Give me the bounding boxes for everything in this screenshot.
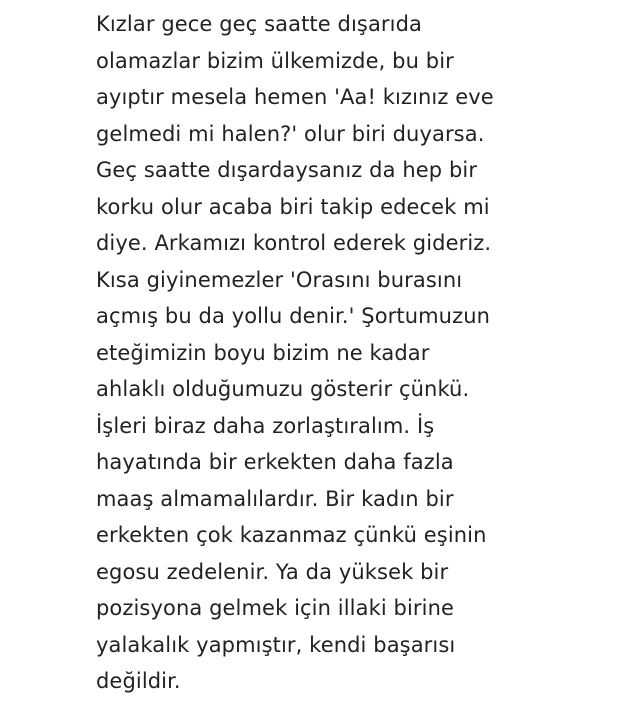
text-line: Geç saatte dışardaysanız da hep bir: [96, 158, 478, 182]
text-line: Kızlar gece geç saatte dışarıda: [96, 12, 422, 36]
text-line: maaş almamalılardır. Bir kadın bir: [96, 486, 454, 511]
text-line: ayıptır mesela hemen 'Aa! kızınız eve: [96, 85, 494, 109]
text-line: Kısa giyinemezler 'Orasını burasını: [96, 267, 463, 292]
text-line: yalakalık yapmıştır, kendi başarısı: [96, 632, 456, 657]
text-line: diye. Arkamızı kontrol ederek gideriz.: [96, 231, 492, 255]
text-line: ahlaklı olduğumuzu gösterir çünkü.: [96, 377, 470, 401]
text-line: açmış bu da yollu denir.' Şortumuzun: [96, 304, 491, 328]
article-paragraph: [96, 6, 616, 700]
text-line: hayatında bir erkekten daha fazla: [96, 450, 454, 474]
text-line: eteğimizin boyu bizim ne kadar: [96, 340, 430, 365]
text-line: egosu zedelenir. Ya da yüksek bir: [96, 559, 449, 584]
text-line: gelmedi mi halen?' olur biri duyarsa.: [96, 121, 485, 146]
text-line: İşleri biraz daha zorlaştıralım. İş: [96, 413, 435, 438]
text-line: korku olur acaba biri takip edecek mi: [96, 194, 490, 219]
text-line: olamazlar bizim ülkemizde, bu bir: [96, 48, 454, 73]
text-line: pozisyona gelmek için illaki birine: [96, 596, 455, 620]
text-line: erkekten çok kazanmaz çünkü eşinin: [96, 523, 487, 547]
text-line: değildir.: [96, 669, 181, 693]
